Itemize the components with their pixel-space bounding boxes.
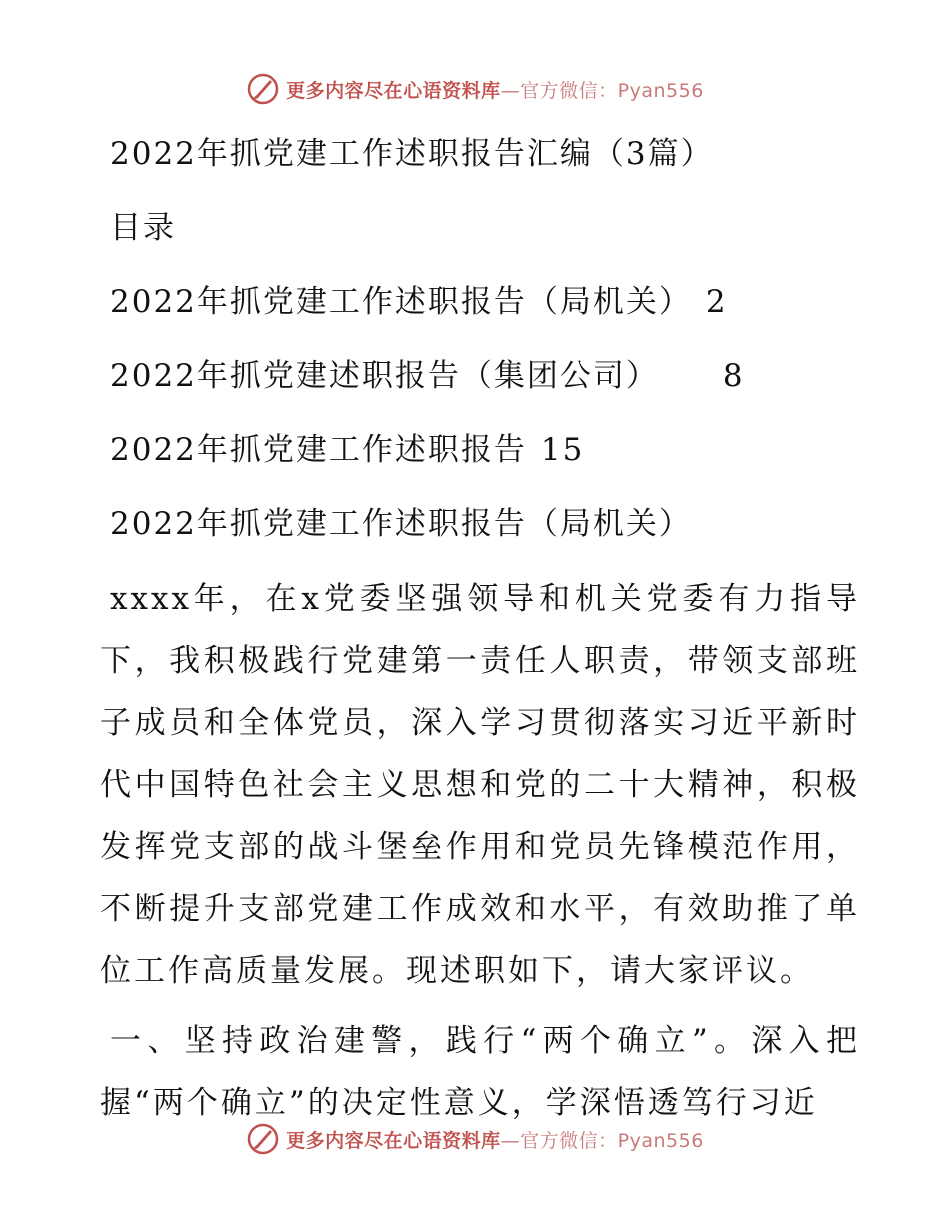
toc-item-text: 2022年抓党建工作述职报告（局机关） — [110, 284, 692, 320]
watermark-banner-top — [0, 72, 950, 106]
body-paragraph: xxxx年，在x党委坚强领导和机关党委有力指导下，我积极践行党建第一责任人职责，带领支部班子成员和全体党员，深入学习贯彻落实习近平新时代中国特色社会主义思想和党的二十大精神，积极发挥党支部的战斗堡垒作用和党员先锋模范作用，不断提升支部党建工作成效和水平，有效助推了单位工作高质量发展。现述职如下，请大家评议。 — [100, 581, 860, 989]
toc-item[interactable] — [110, 278, 860, 326]
toc-item[interactable] — [110, 352, 860, 400]
section-title: 2022年抓党建工作述职报告（局机关） — [110, 506, 692, 542]
watermark-banner-bottom — [0, 1122, 950, 1156]
toc-heading: 目录 — [110, 210, 176, 246]
document-body — [100, 120, 860, 1134]
toc-item-page: 8 — [722, 358, 745, 394]
toc-item-text: 2022年抓党建述职报告（集团公司） — [110, 358, 659, 394]
quill-logo-icon — [246, 72, 280, 106]
toc-item-page: 2 — [705, 284, 728, 320]
toc-item-text: 2022年抓党建工作述职报告 — [110, 432, 527, 468]
watermark-text: 更多内容尽在心语资料库—官方微信：Pyan556 — [286, 79, 704, 102]
body-paragraph: 一、坚持政治建警，践行“两个确立”。深入把握“两个确立”的决定性意义，学深悟透笃行习近 — [100, 1023, 860, 1121]
quill-logo-icon — [246, 1122, 280, 1156]
toc-item-page: 15 — [540, 432, 585, 468]
watermark-text: 更多内容尽在心语资料库—官方微信：Pyan556 — [286, 1129, 704, 1152]
document-title: 2022年抓党建工作述职报告汇编（3篇） — [110, 136, 714, 172]
toc-item[interactable] — [110, 426, 860, 474]
